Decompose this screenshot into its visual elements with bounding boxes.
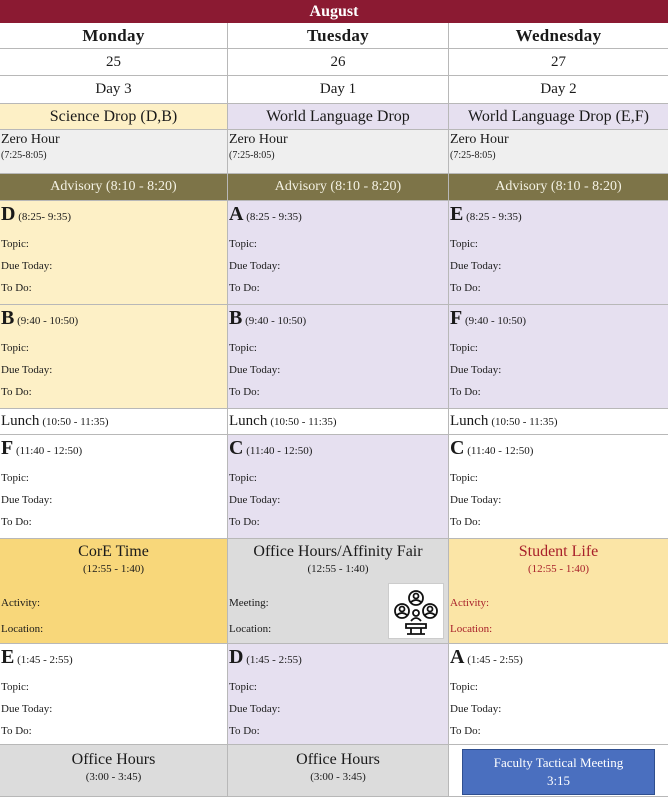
lunch-wednesday: [449, 409, 668, 435]
day-name-wednesday: Wednesday: [449, 23, 668, 49]
period-2-row: [0, 305, 668, 409]
period-time: (9:40 - 10:50): [245, 315, 307, 327]
zero-hour-label: Zero Hour: [1, 132, 60, 147]
due-today-label: Due Today:: [229, 494, 281, 506]
period-1-row: [0, 201, 668, 305]
date-row: [0, 49, 668, 76]
period-time: (8:25 - 9:35): [466, 211, 522, 223]
due-today-label: Due Today:: [450, 260, 502, 272]
lunch-monday: [0, 409, 228, 435]
office-hours-block: [0, 745, 228, 797]
period-block: [228, 644, 449, 745]
office-hours-affinity-block: [228, 539, 449, 644]
topic-label: Topic:: [450, 681, 478, 693]
period-time: (1:45 - 2:55): [467, 654, 523, 666]
period-letter: F: [450, 307, 463, 329]
advisory-wednesday: Advisory (8:10 - 8:20): [449, 174, 668, 201]
topic-label: Topic:: [1, 472, 29, 484]
student-life-block: [449, 539, 668, 644]
topic-label: Topic:: [229, 342, 257, 354]
location-label: Location:: [450, 623, 493, 635]
period-letter: B: [229, 307, 243, 329]
period-letter: B: [1, 307, 15, 329]
to-do-label: To Do:: [450, 386, 481, 398]
faculty-meeting-cell: [449, 745, 668, 797]
group-meeting-icon: [388, 583, 444, 639]
location-label: Location:: [229, 623, 272, 635]
period-time: (9:40 - 10:50): [464, 315, 527, 327]
period-letter: C: [229, 437, 244, 459]
topic-label: Topic:: [1, 238, 29, 250]
last-block-row: [0, 745, 668, 797]
period-letter: E: [1, 646, 15, 668]
period-letter: A: [450, 646, 465, 668]
location-label: Location:: [1, 623, 44, 635]
due-today-label: Due Today:: [450, 703, 502, 715]
to-do-label: To Do:: [229, 516, 260, 528]
meeting-label: Meeting:: [229, 597, 269, 609]
to-do-label: To Do:: [229, 386, 260, 398]
office-hours-time: (3:00 - 3:45): [85, 771, 142, 783]
office-hours-time: (3:00 - 3:45): [310, 771, 366, 783]
faculty-tactical-meeting-button[interactable]: [462, 749, 655, 795]
period-block: [228, 305, 449, 409]
period-block: [0, 435, 228, 539]
period-time: (11:40 - 12:50): [15, 445, 83, 457]
topic-label: Topic:: [1, 681, 29, 693]
period-3-row: [0, 435, 668, 539]
period-block: [449, 435, 668, 539]
faculty-meeting-time: 3:15: [546, 773, 571, 788]
due-today-label: Due Today:: [229, 364, 281, 376]
zero-hour-time: (7:25-8:05): [1, 150, 47, 161]
advisory-tuesday: Advisory (8:10 - 8:20): [228, 174, 449, 201]
day-label-monday: Day 3: [0, 76, 228, 104]
zero-hour-time: (7:25-8:05): [450, 150, 496, 161]
due-today-label: Due Today:: [1, 494, 53, 506]
period-block: [0, 644, 228, 745]
period-block: [449, 644, 668, 745]
activity-label: Activity:: [1, 597, 41, 609]
period-letter: E: [450, 203, 464, 225]
block-time: (12:55 - 1:40): [527, 563, 590, 575]
to-do-label: To Do:: [1, 516, 32, 528]
zero-hour-monday: [0, 130, 228, 174]
lunch-time: (10:50 - 11:35): [491, 415, 558, 428]
activity-label: Activity:: [450, 597, 490, 609]
lunch-row: [0, 409, 668, 435]
period-letter: A: [229, 203, 244, 225]
lunch-time: (10:50 - 11:35): [42, 415, 109, 428]
period-time: (11:40 - 12:50): [246, 445, 313, 457]
topic-label: Topic:: [1, 342, 29, 354]
advisory-monday: Advisory (8:10 - 8:20): [0, 174, 228, 201]
month-header: [0, 0, 668, 23]
to-do-label: To Do:: [1, 282, 32, 294]
lunch-tuesday: [228, 409, 449, 435]
zero-hour-tuesday: [228, 130, 449, 174]
period-block: [449, 305, 668, 409]
period-time: (1:45 - 2:55): [17, 654, 73, 666]
zero-hour-row: [0, 130, 668, 174]
block-time: (12:55 - 1:40): [82, 563, 145, 575]
office-hours-title: Office Hours: [71, 751, 156, 768]
zero-hour-label: Zero Hour: [229, 132, 288, 147]
period-time: (9:40 - 10:50): [17, 315, 79, 327]
zero-hour-wednesday: [449, 130, 668, 174]
block-time: (12:55 - 1:40): [307, 563, 369, 575]
due-today-label: Due Today:: [229, 260, 281, 272]
zero-hour-label: Zero Hour: [450, 132, 509, 147]
date-wednesday: 27: [449, 49, 668, 76]
lunch-label: Lunch: [1, 413, 40, 429]
drop-row: [0, 104, 668, 130]
topic-label: Topic:: [229, 472, 257, 484]
due-today-label: Due Today:: [229, 703, 281, 715]
period-time: (11:40 - 12:50): [467, 445, 534, 457]
office-hours-title: Office Hours: [296, 751, 380, 768]
period-block: [228, 201, 449, 305]
block-title: Student Life: [518, 543, 599, 560]
period-letter: D: [229, 646, 244, 668]
period-block: [228, 435, 449, 539]
block-title: CorE Time: [78, 543, 149, 560]
date-tuesday: 26: [228, 49, 449, 76]
period-time: (1:45 - 2:55): [246, 654, 302, 666]
block-title: Office Hours/Affinity Fair: [253, 543, 423, 560]
lunch-time: (10:50 - 11:35): [270, 415, 337, 428]
advisory-row: [0, 174, 668, 201]
activity-block-row: [0, 539, 668, 644]
topic-label: Topic:: [229, 238, 257, 250]
to-do-label: To Do:: [229, 725, 260, 737]
drop-tuesday: World Language Drop: [228, 104, 449, 130]
to-do-label: To Do:: [229, 282, 260, 294]
bottom-cutoff-strip: [0, 797, 668, 806]
period-letter: C: [450, 437, 465, 459]
core-time-block: [0, 539, 228, 644]
drop-monday: Science Drop (D,B): [0, 104, 228, 130]
period-4-row: [0, 644, 668, 745]
faculty-meeting-title: Faculty Tactical Meeting: [493, 755, 624, 770]
due-today-label: Due Today:: [450, 364, 502, 376]
to-do-label: To Do:: [1, 725, 32, 737]
due-today-label: Due Today:: [1, 703, 53, 715]
topic-label: Topic:: [450, 472, 478, 484]
due-today-label: Due Today:: [450, 494, 502, 506]
to-do-label: To Do:: [450, 516, 481, 528]
to-do-label: To Do:: [450, 725, 481, 737]
to-do-label: To Do:: [450, 282, 481, 294]
to-do-label: To Do:: [1, 386, 32, 398]
date-monday: 25: [0, 49, 228, 76]
month-title: August: [309, 2, 359, 20]
period-block: [0, 305, 228, 409]
zero-hour-time: (7:25-8:05): [229, 150, 275, 161]
day-label-wednesday: Day 2: [449, 76, 668, 104]
period-block: [449, 201, 668, 305]
office-hours-block: [228, 745, 449, 797]
lunch-label: Lunch: [229, 413, 268, 429]
day-label-row: [0, 76, 668, 104]
period-time: (8:25- 9:35): [18, 211, 72, 223]
due-today-label: Due Today:: [1, 364, 53, 376]
topic-label: Topic:: [450, 238, 478, 250]
topic-label: Topic:: [450, 342, 478, 354]
period-time: (8:25 - 9:35): [246, 211, 302, 223]
period-letter: D: [1, 203, 16, 225]
period-letter: F: [1, 437, 14, 459]
drop-wednesday: World Language Drop (E,F): [449, 104, 668, 130]
period-block: [0, 201, 228, 305]
lunch-label: Lunch: [450, 413, 489, 429]
day-name-tuesday: Tuesday: [228, 23, 449, 49]
day-name-monday: Monday: [0, 23, 228, 49]
day-label-tuesday: Day 1: [228, 76, 449, 104]
day-name-row: [0, 23, 668, 49]
due-today-label: Due Today:: [1, 260, 53, 272]
topic-label: Topic:: [229, 681, 257, 693]
